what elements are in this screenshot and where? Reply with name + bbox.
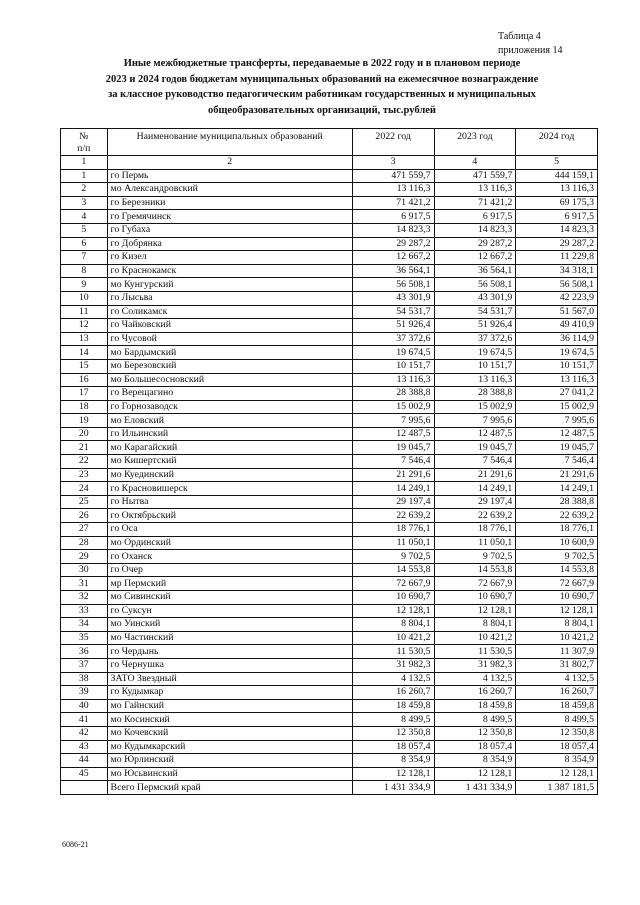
- value-2023: 36 564,1: [434, 264, 516, 278]
- value-2024: 8 804,1: [516, 618, 598, 632]
- value-2024: 22 639,2: [516, 509, 598, 523]
- row-number: 21: [61, 441, 108, 455]
- table-row: [61, 591, 598, 605]
- value-2024: 12 128,1: [516, 604, 598, 618]
- header-municipality: Наименование муниципальных образований: [107, 129, 352, 156]
- row-number: 17: [61, 387, 108, 401]
- table-header-row: [61, 129, 598, 156]
- row-number: 27: [61, 523, 108, 537]
- value-2022: 31 982,3: [352, 658, 434, 672]
- value-2022: 18 459,8: [352, 699, 434, 713]
- table-row: [61, 264, 598, 278]
- value-2023: 54 531,7: [434, 305, 516, 319]
- value-2024: 12 487,5: [516, 427, 598, 441]
- row-number: 3: [61, 196, 108, 210]
- row-number: 45: [61, 767, 108, 781]
- row-number: 10: [61, 291, 108, 305]
- value-2023: 72 667,9: [434, 577, 516, 591]
- column-number: 2: [107, 156, 352, 170]
- row-number: 18: [61, 400, 108, 414]
- municipality-name: мо Березовский: [107, 359, 352, 373]
- value-2022: 14 249,1: [352, 482, 434, 496]
- row-number: 26: [61, 509, 108, 523]
- municipality-name: мо Куединский: [107, 468, 352, 482]
- value-2022: 12 350,8: [352, 726, 434, 740]
- municipality-name: мо Уинский: [107, 618, 352, 632]
- row-number: 43: [61, 740, 108, 754]
- value-2022: 12 128,1: [352, 604, 434, 618]
- table-row: [61, 223, 598, 237]
- value-2023: 22 639,2: [434, 509, 516, 523]
- value-2022: 71 421,2: [352, 196, 434, 210]
- transfers-table: [60, 128, 598, 795]
- municipality-name: мо Ординский: [107, 536, 352, 550]
- value-2024: 12 350,8: [516, 726, 598, 740]
- table-row: [61, 645, 598, 659]
- column-number: 4: [434, 156, 516, 170]
- value-2023: 14 553,8: [434, 563, 516, 577]
- value-2024: 72 667,9: [516, 577, 598, 591]
- row-number: 28: [61, 536, 108, 550]
- row-number: 1: [61, 169, 108, 183]
- municipality-name: го Чердынь: [107, 645, 352, 659]
- value-2024: 42 223,9: [516, 291, 598, 305]
- value-2024: 8 499,5: [516, 713, 598, 727]
- table-row: [61, 400, 598, 414]
- value-2023: 7 995,6: [434, 414, 516, 428]
- table-row: [61, 455, 598, 469]
- value-2023: 29 197,4: [434, 495, 516, 509]
- table-row: [61, 495, 598, 509]
- value-2022: 14 823,3: [352, 223, 434, 237]
- value-2023: 4 132,5: [434, 672, 516, 686]
- value-2023: 15 002,9: [434, 400, 516, 414]
- document-code: 6086-21: [62, 840, 89, 849]
- value-2024: 31 802,7: [516, 658, 598, 672]
- table-row: [61, 251, 598, 265]
- total-2024: 1 387 181,5: [516, 781, 598, 795]
- table-row: [61, 183, 598, 197]
- row-number: 39: [61, 686, 108, 700]
- table-row: [61, 604, 598, 618]
- value-2023: 19 674,5: [434, 346, 516, 360]
- row-number: 30: [61, 563, 108, 577]
- table-row: [61, 387, 598, 401]
- value-2022: 19 045,7: [352, 441, 434, 455]
- value-2024: 14 249,1: [516, 482, 598, 496]
- header-2022: 2022 год: [352, 129, 434, 156]
- value-2023: 37 372,6: [434, 332, 516, 346]
- value-2022: 18 776,1: [352, 523, 434, 537]
- value-2023: 10 421,2: [434, 631, 516, 645]
- value-2022: 72 667,9: [352, 577, 434, 591]
- column-number: 1: [61, 156, 108, 170]
- value-2024: 21 291,6: [516, 468, 598, 482]
- municipality-name: го Нытва: [107, 495, 352, 509]
- header-number: № п/п: [61, 129, 108, 156]
- value-2023: 28 388,8: [434, 387, 516, 401]
- value-2023: 471 559,7: [434, 169, 516, 183]
- table-row: [61, 686, 598, 700]
- table-row: [61, 319, 598, 333]
- value-2023: 10 151,7: [434, 359, 516, 373]
- value-2024: 15 002,9: [516, 400, 598, 414]
- table-row: [61, 482, 598, 496]
- table-row: [61, 563, 598, 577]
- header-2023: 2023 год: [434, 129, 516, 156]
- value-2024: 9 702,5: [516, 550, 598, 564]
- value-2023: 29 287,2: [434, 237, 516, 251]
- value-2023: 18 776,1: [434, 523, 516, 537]
- table-row: [61, 631, 598, 645]
- value-2023: 19 045,7: [434, 441, 516, 455]
- value-2024: 13 116,3: [516, 373, 598, 387]
- value-2022: 14 553,8: [352, 563, 434, 577]
- row-number: 29: [61, 550, 108, 564]
- value-2024: 14 553,8: [516, 563, 598, 577]
- table-row: [61, 373, 598, 387]
- column-number: 3: [352, 156, 434, 170]
- value-2023: 12 667,2: [434, 251, 516, 265]
- value-2023: 13 116,3: [434, 373, 516, 387]
- value-2024: 444 159,1: [516, 169, 598, 183]
- row-number: 5: [61, 223, 108, 237]
- title-line: 2023 и 2024 годов бюджетам муниципальных образований на ежемесячное вознаграждение: [105, 73, 539, 85]
- table-row: [61, 536, 598, 550]
- table-row: [61, 523, 598, 537]
- municipality-name: го Кизел: [107, 251, 352, 265]
- table-row: [61, 427, 598, 441]
- row-number: 41: [61, 713, 108, 727]
- table-row: [61, 740, 598, 754]
- municipality-name: мо Карагайский: [107, 441, 352, 455]
- value-2022: 7 546,4: [352, 455, 434, 469]
- value-2022: 28 388,8: [352, 387, 434, 401]
- title-line: Иные межбюджетные трансферты, передаваемые в 2022 году и в плановом периоде: [123, 58, 521, 69]
- municipality-name: го Чусовой: [107, 332, 352, 346]
- value-2022: 54 531,7: [352, 305, 434, 319]
- value-2024: 19 045,7: [516, 441, 598, 455]
- value-2022: 8 804,1: [352, 618, 434, 632]
- total-row: [61, 781, 598, 795]
- value-2024: 14 823,3: [516, 223, 598, 237]
- municipality-name: мо Частинский: [107, 631, 352, 645]
- municipality-name: мо Кишертский: [107, 455, 352, 469]
- value-2022: 12 128,1: [352, 767, 434, 781]
- table-reference: [498, 30, 588, 58]
- municipality-name: мр Пермский: [107, 577, 352, 591]
- value-2023: 11 530,5: [434, 645, 516, 659]
- value-2023: 71 421,2: [434, 196, 516, 210]
- header-2024: 2024 год: [516, 129, 598, 156]
- value-2023: 12 128,1: [434, 767, 516, 781]
- title-line: общеобразовательных организаций, тыс.рублей: [208, 104, 436, 116]
- value-2023: 13 116,3: [434, 183, 516, 197]
- value-2024: 7 995,6: [516, 414, 598, 428]
- row-number: 37: [61, 658, 108, 672]
- value-2023: 6 917,5: [434, 210, 516, 224]
- table-row: [61, 210, 598, 224]
- value-2023: 12 350,8: [434, 726, 516, 740]
- total-2022: 1 431 334,9: [352, 781, 434, 795]
- value-2023: 21 291,6: [434, 468, 516, 482]
- municipality-name: го Пермь: [107, 169, 352, 183]
- value-2024: 34 318,1: [516, 264, 598, 278]
- row-number: 32: [61, 591, 108, 605]
- value-2022: 13 116,3: [352, 373, 434, 387]
- table-body: [61, 169, 598, 781]
- row-number: 44: [61, 754, 108, 768]
- table-number: Таблица 4: [498, 31, 541, 42]
- value-2022: 22 639,2: [352, 509, 434, 523]
- value-2024: 11 229,8: [516, 251, 598, 265]
- value-2023: 18 057,4: [434, 740, 516, 754]
- value-2024: 28 388,8: [516, 495, 598, 509]
- value-2024: 12 128,1: [516, 767, 598, 781]
- municipality-name: ЗАТО Звездный: [107, 672, 352, 686]
- value-2022: 10 421,2: [352, 631, 434, 645]
- municipality-name: го Оса: [107, 523, 352, 537]
- value-2022: 36 564,1: [352, 264, 434, 278]
- table-row: [61, 658, 598, 672]
- row-number: 23: [61, 468, 108, 482]
- value-2024: 18 776,1: [516, 523, 598, 537]
- municipality-name: го Гремячинск: [107, 210, 352, 224]
- value-2023: 12 487,5: [434, 427, 516, 441]
- value-2022: 471 559,7: [352, 169, 434, 183]
- table-row: [61, 754, 598, 768]
- value-2022: 11 050,1: [352, 536, 434, 550]
- municipality-name: го Красновишерск: [107, 482, 352, 496]
- value-2024: 11 307,9: [516, 645, 598, 659]
- row-number: 9: [61, 278, 108, 292]
- table-row: [61, 359, 598, 373]
- municipality-name: го Ильинский: [107, 427, 352, 441]
- value-2022: 7 995,6: [352, 414, 434, 428]
- value-2023: 31 982,3: [434, 658, 516, 672]
- municipality-name: го Губаха: [107, 223, 352, 237]
- table-row: [61, 618, 598, 632]
- column-number: 5: [516, 156, 598, 170]
- value-2024: 29 287,2: [516, 237, 598, 251]
- table-row: [61, 196, 598, 210]
- municipality-name: мо Сивинский: [107, 591, 352, 605]
- value-2022: 16 260,7: [352, 686, 434, 700]
- value-2022: 21 291,6: [352, 468, 434, 482]
- row-number: 11: [61, 305, 108, 319]
- table-row: [61, 699, 598, 713]
- municipality-name: го Горнозаводск: [107, 400, 352, 414]
- municipality-name: го Соликамск: [107, 305, 352, 319]
- row-number: 31: [61, 577, 108, 591]
- row-number: 6: [61, 237, 108, 251]
- municipality-name: го Березники: [107, 196, 352, 210]
- row-number: 36: [61, 645, 108, 659]
- value-2023: 14 249,1: [434, 482, 516, 496]
- row-number: 34: [61, 618, 108, 632]
- appendix-number: приложения 14: [498, 45, 563, 56]
- value-2022: 12 487,5: [352, 427, 434, 441]
- row-number: 22: [61, 455, 108, 469]
- value-2023: 43 301,9: [434, 291, 516, 305]
- value-2022: 8 499,5: [352, 713, 434, 727]
- table-row: [61, 577, 598, 591]
- municipality-name: мо Еловский: [107, 414, 352, 428]
- total-number: [61, 781, 108, 795]
- value-2024: 19 674,5: [516, 346, 598, 360]
- value-2023: 14 823,3: [434, 223, 516, 237]
- document-title: [62, 56, 582, 118]
- title-line: за классное руководство педагогическим работникам государственных и муниципальных: [108, 89, 536, 100]
- value-2023: 10 690,7: [434, 591, 516, 605]
- value-2022: 8 354,9: [352, 754, 434, 768]
- table-row: [61, 237, 598, 251]
- municipality-name: мо Юсьвинский: [107, 767, 352, 781]
- municipality-name: го Лысьва: [107, 291, 352, 305]
- total-label: Всего Пермский край: [107, 781, 352, 795]
- column-number-row: [61, 156, 598, 170]
- value-2023: 16 260,7: [434, 686, 516, 700]
- value-2024: 10 421,2: [516, 631, 598, 645]
- municipality-name: го Суксун: [107, 604, 352, 618]
- value-2022: 19 674,5: [352, 346, 434, 360]
- row-number: 2: [61, 183, 108, 197]
- value-2023: 8 354,9: [434, 754, 516, 768]
- value-2024: 10 600,9: [516, 536, 598, 550]
- table-row: [61, 414, 598, 428]
- value-2022: 51 926,4: [352, 319, 434, 333]
- table-row: [61, 550, 598, 564]
- municipality-name: го Очер: [107, 563, 352, 577]
- row-number: 7: [61, 251, 108, 265]
- municipality-name: го Добрянка: [107, 237, 352, 251]
- municipality-name: мо Кунгурский: [107, 278, 352, 292]
- municipality-name: го Чайковский: [107, 319, 352, 333]
- table-row: [61, 767, 598, 781]
- value-2024: 16 260,7: [516, 686, 598, 700]
- value-2023: 8 499,5: [434, 713, 516, 727]
- table-row: [61, 672, 598, 686]
- table-row: [61, 713, 598, 727]
- municipality-name: мо Кочевский: [107, 726, 352, 740]
- value-2023: 7 546,4: [434, 455, 516, 469]
- value-2024: 13 116,3: [516, 183, 598, 197]
- value-2022: 6 917,5: [352, 210, 434, 224]
- table-row: [61, 305, 598, 319]
- municipality-name: мо Большесосновский: [107, 373, 352, 387]
- value-2022: 37 372,6: [352, 332, 434, 346]
- table-row: [61, 441, 598, 455]
- row-number: 24: [61, 482, 108, 496]
- table-row: [61, 726, 598, 740]
- value-2024: 10 690,7: [516, 591, 598, 605]
- row-number: 14: [61, 346, 108, 360]
- value-2022: 18 057,4: [352, 740, 434, 754]
- table-row: [61, 509, 598, 523]
- value-2023: 9 702,5: [434, 550, 516, 564]
- municipality-name: го Краснокамск: [107, 264, 352, 278]
- table-row: [61, 278, 598, 292]
- municipality-name: го Верещагино: [107, 387, 352, 401]
- row-number: 40: [61, 699, 108, 713]
- value-2024: 10 151,7: [516, 359, 598, 373]
- value-2022: 9 702,5: [352, 550, 434, 564]
- value-2024: 18 459,8: [516, 699, 598, 713]
- table-row: [61, 291, 598, 305]
- value-2022: 29 287,2: [352, 237, 434, 251]
- value-2022: 43 301,9: [352, 291, 434, 305]
- value-2022: 15 002,9: [352, 400, 434, 414]
- table-row: [61, 468, 598, 482]
- municipality-name: го Оханск: [107, 550, 352, 564]
- value-2023: 11 050,1: [434, 536, 516, 550]
- total-2023: 1 431 334,9: [434, 781, 516, 795]
- row-number: 16: [61, 373, 108, 387]
- municipality-name: мо Косинский: [107, 713, 352, 727]
- row-number: 35: [61, 631, 108, 645]
- table-row: [61, 169, 598, 183]
- row-number: 42: [61, 726, 108, 740]
- row-number: 4: [61, 210, 108, 224]
- municipality-name: го Кудымкар: [107, 686, 352, 700]
- value-2024: 56 508,1: [516, 278, 598, 292]
- value-2024: 6 917,5: [516, 210, 598, 224]
- value-2023: 12 128,1: [434, 604, 516, 618]
- row-number: 15: [61, 359, 108, 373]
- value-2023: 8 804,1: [434, 618, 516, 632]
- municipality-name: го Чернушка: [107, 658, 352, 672]
- municipality-name: мо Гайнский: [107, 699, 352, 713]
- row-number: 8: [61, 264, 108, 278]
- municipality-name: го Октябрьский: [107, 509, 352, 523]
- municipality-name: мо Александровский: [107, 183, 352, 197]
- row-number: 25: [61, 495, 108, 509]
- row-number: 13: [61, 332, 108, 346]
- municipality-name: мо Бардымский: [107, 346, 352, 360]
- value-2022: 13 116,3: [352, 183, 434, 197]
- table-row: [61, 346, 598, 360]
- municipality-name: мо Юрлинский: [107, 754, 352, 768]
- value-2024: 27 041,2: [516, 387, 598, 401]
- value-2024: 51 567,0: [516, 305, 598, 319]
- value-2022: 10 690,7: [352, 591, 434, 605]
- table-row: [61, 332, 598, 346]
- value-2024: 36 114,9: [516, 332, 598, 346]
- value-2024: 69 175,3: [516, 196, 598, 210]
- municipality-name: мо Кудымкарский: [107, 740, 352, 754]
- value-2023: 18 459,8: [434, 699, 516, 713]
- value-2024: 8 354,9: [516, 754, 598, 768]
- row-number: 19: [61, 414, 108, 428]
- value-2024: 18 057,4: [516, 740, 598, 754]
- row-number: 33: [61, 604, 108, 618]
- value-2024: 4 132,5: [516, 672, 598, 686]
- row-number: 20: [61, 427, 108, 441]
- value-2023: 51 926,4: [434, 319, 516, 333]
- row-number: 12: [61, 319, 108, 333]
- value-2023: 56 508,1: [434, 278, 516, 292]
- value-2022: 56 508,1: [352, 278, 434, 292]
- value-2024: 7 546,4: [516, 455, 598, 469]
- value-2022: 29 197,4: [352, 495, 434, 509]
- value-2022: 10 151,7: [352, 359, 434, 373]
- row-number: 38: [61, 672, 108, 686]
- value-2022: 4 132,5: [352, 672, 434, 686]
- value-2024: 49 410,9: [516, 319, 598, 333]
- value-2022: 12 667,2: [352, 251, 434, 265]
- value-2022: 11 530,5: [352, 645, 434, 659]
